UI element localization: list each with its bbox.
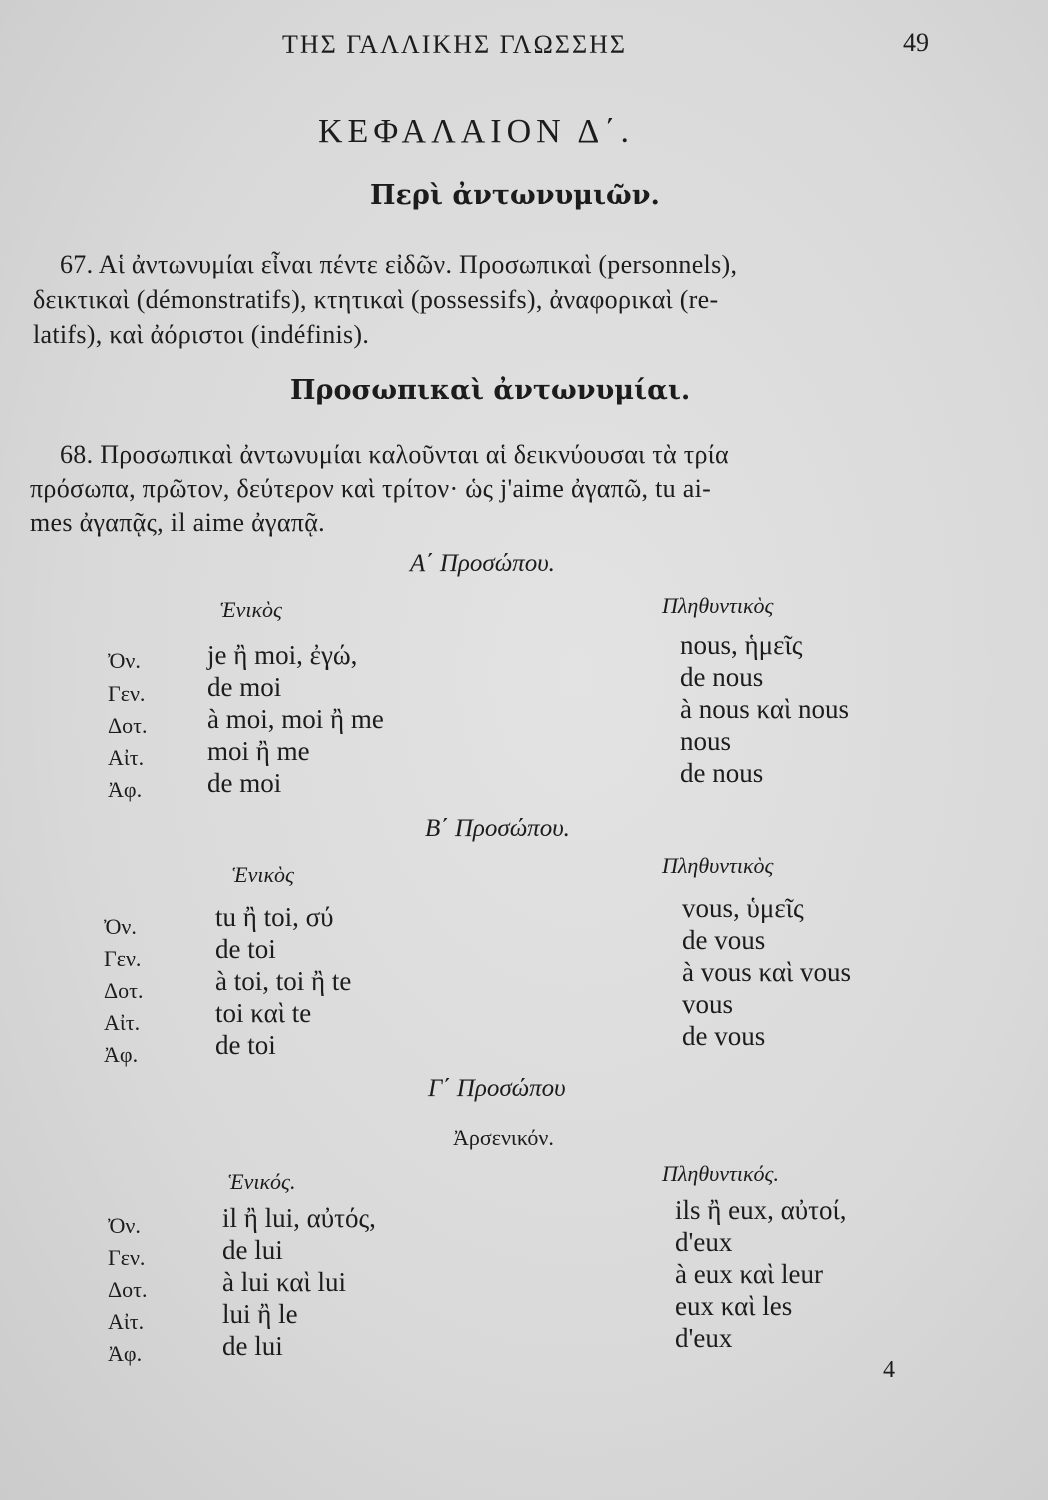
case-label: Δοτ. [108, 713, 148, 738]
case-label: Αἰτ. [108, 745, 145, 770]
singular-form: à moi, moi ἢ me [207, 704, 384, 734]
case-label: Αἰτ. [108, 1309, 145, 1334]
para67-line2: δεικτικαὶ (démonstratifs), κτητικαὶ (possessifs), ἀναφορικαὶ (re- [33, 285, 719, 314]
plural-form: eux καὶ les [675, 1291, 793, 1321]
running-title: ΤΗΣ ΓΑΛΛΙΚΗΣ ΓΛΩΣΣΗΣ [282, 30, 627, 59]
case-label: Ἀφ. [108, 1341, 143, 1366]
case-label: Ἀφ. [108, 777, 143, 802]
first-person-heading: Α΄ Προσώπου. [410, 550, 555, 577]
singular-form: il ἢ lui, αὐτός, [222, 1203, 376, 1233]
singular-form: de moi [207, 768, 282, 798]
case-label: Δοτ. [108, 1277, 148, 1302]
plural-form: à eux καὶ leur [675, 1259, 823, 1289]
para68-line3: mes ἀγαπᾷς, il aime ἀγαπᾷ. [30, 508, 325, 537]
singular-form: à toi, toi ἢ te [215, 966, 352, 996]
signature-mark: 4 [883, 1357, 895, 1383]
singular-form: de toi [215, 1030, 276, 1060]
plural-form: de nous [680, 758, 764, 788]
plural-form: à vous καὶ vous [682, 957, 852, 987]
section-heading-personal: Προσωπικαὶ ἀντωνυμίαι. [290, 375, 691, 406]
case-label: Ὀν. [104, 914, 137, 939]
plural-form: à nous καὶ nous [680, 694, 850, 724]
first-singular-label: Ἑνικὸς [220, 597, 282, 622]
singular-form: lui ἢ le [222, 1299, 298, 1329]
case-label: Γεν. [108, 1245, 146, 1270]
plural-form: de vous [682, 925, 766, 955]
plural-form: d'eux [675, 1323, 733, 1353]
singular-form: à lui καὶ lui [222, 1267, 347, 1297]
case-label: Γεν. [108, 681, 146, 706]
first-plural-label: Πληθυντικὸς [662, 593, 774, 618]
singular-form: de moi [207, 672, 282, 702]
case-label: Αἰτ. [104, 1010, 141, 1035]
case-label: Ὀν. [108, 1213, 141, 1238]
para67-line1: 67. Αἱ ἀντωνυμίαι εἶναι πέντε εἰδῶν. Προσωπικαὶ (personnels), [60, 250, 738, 279]
singular-form: je ἢ moi, ἐγώ, [207, 640, 358, 670]
case-label: Ἀφ. [104, 1042, 139, 1067]
plural-form: d'eux [675, 1227, 733, 1257]
section-heading-pronouns: Περὶ ἀντωνυμιῶν. [370, 180, 660, 211]
plural-form: de nous [680, 662, 764, 692]
case-label: Δοτ. [104, 978, 144, 1003]
para67-line3: latifs), καὶ ἀόριστοι (indéfinis). [33, 320, 370, 349]
para68-line1: 68. Προσωπικαὶ ἀντωνυμίαι καλοῦνται αἱ δεικνύουσαι τὰ τρία [60, 440, 729, 469]
plural-form: vous [682, 989, 734, 1019]
gender-label: Ἀρσενικόν. [453, 1125, 554, 1150]
second-singular-label: Ἑνικὸς [232, 862, 294, 887]
plural-form: nous [680, 726, 732, 756]
singular-form: moi ἢ me [207, 736, 310, 766]
third-person-heading: Γ΄ Προσώπου [428, 1075, 566, 1102]
third-plural-label: Πληθυντικός. [662, 1161, 779, 1186]
singular-form: toi καὶ te [215, 998, 312, 1028]
singular-form: de lui [222, 1235, 283, 1265]
singular-form: de toi [215, 934, 276, 964]
para68-line2: πρόσωπα, πρῶτον, δεύτερον καὶ τρίτον· ὡς j'aime ἀγαπῶ, tu ai- [30, 474, 712, 503]
case-label: Γεν. [104, 946, 142, 971]
plural-form: ils ἢ eux, αὐτοί, [675, 1195, 847, 1225]
second-plural-label: Πληθυντικὸς [662, 853, 774, 878]
case-label: Ὀν. [108, 648, 141, 673]
singular-form: tu ἢ toi, σύ [215, 902, 334, 932]
page-number: 49 [903, 28, 929, 57]
singular-form: de lui [222, 1331, 283, 1361]
plural-form: vous, ὑμεῖς [682, 893, 804, 923]
second-person-heading: Β΄ Προσώπου. [425, 815, 570, 842]
third-singular-label: Ἑνικός. [228, 1169, 296, 1194]
plural-form: nous, ἡμεῖς [680, 630, 803, 660]
chapter-title: ΚΕΦΑΛΑΙΟΝ Δ΄. [318, 113, 635, 150]
plural-form: de vous [682, 1021, 766, 1051]
